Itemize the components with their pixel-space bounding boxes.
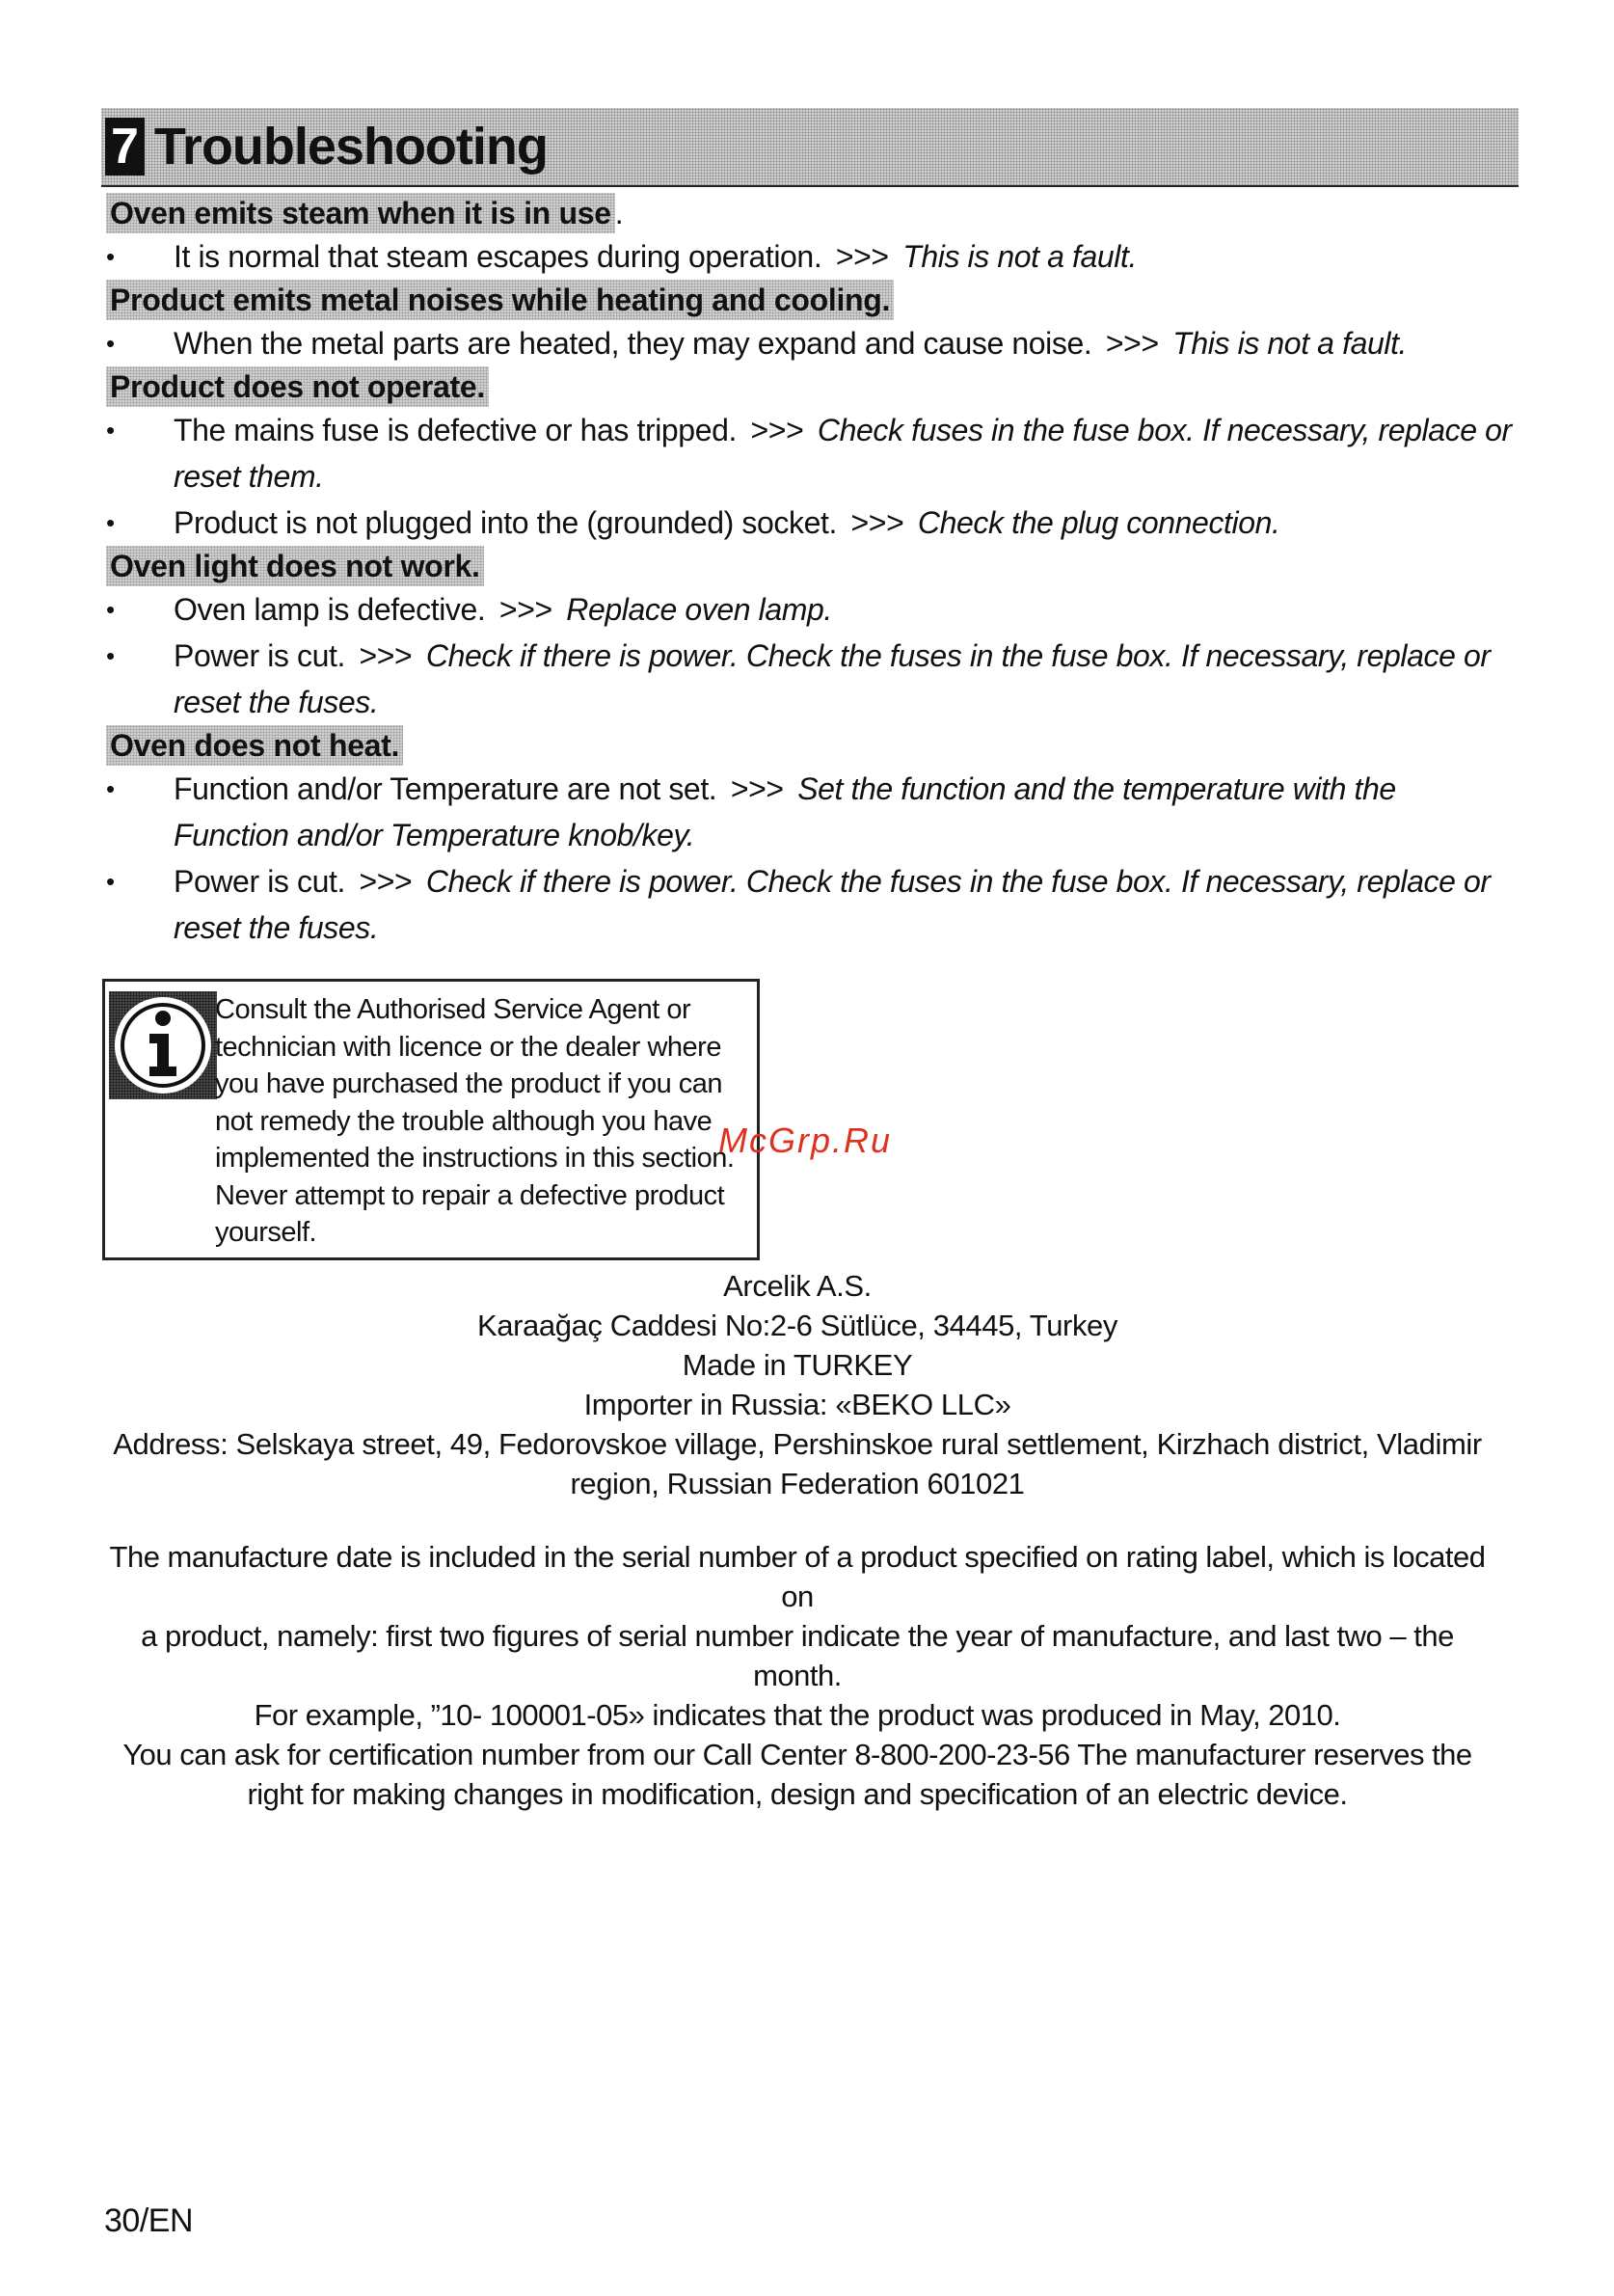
- manufacture-line-1: The manufacture date is included in the serial number of a product specified on rating label, which is located on: [109, 1540, 1486, 1613]
- bullet-icon: •: [106, 329, 115, 358]
- problem-items: [106, 233, 1514, 280]
- manufacture-line-2: a product, namely: first two figures of serial number indicate the year of manufacture, and last two – the month.: [141, 1619, 1454, 1692]
- list-item: [106, 633, 1514, 725]
- problem-title: Product emits metal noises while heating and cooling.: [106, 280, 894, 320]
- bullet-icon: •: [106, 508, 115, 537]
- cause-text: Power is cut.: [174, 864, 345, 899]
- problem-block: [106, 193, 1514, 280]
- list-item: [106, 320, 1514, 366]
- bullet-icon: •: [106, 416, 115, 445]
- info-box: [102, 979, 760, 1260]
- manufacture-line-3: For example, ”10- 100001-05» indicates that the product was produced in May, 2010.: [254, 1698, 1341, 1732]
- cause-text: Power is cut.: [174, 638, 345, 673]
- fix-text: Replace oven lamp.: [566, 592, 832, 627]
- separator: >>>: [850, 505, 904, 540]
- problem-items: [106, 766, 1514, 951]
- list-item: [106, 766, 1514, 858]
- watermark: McGrp.Ru: [718, 1121, 893, 1160]
- cause-text: Oven lamp is defective.: [174, 592, 486, 627]
- separator: >>>: [730, 771, 784, 806]
- problem-title: Product does not operate.: [106, 366, 489, 407]
- fix-text: Check the plug connection.: [917, 505, 1280, 540]
- fix-text: This is not a fault.: [902, 239, 1137, 274]
- fix-text: Check if there is power. Check the fuses in the fuse box. If necessary, replace or reset the fuses.: [174, 638, 1491, 719]
- problem-items: [106, 320, 1514, 366]
- problem-block: [106, 366, 1514, 546]
- section-header: [101, 108, 1519, 187]
- bullet-icon: •: [106, 242, 115, 271]
- separator: >>>: [750, 413, 804, 447]
- bullet-icon: •: [106, 641, 115, 670]
- cause-text: The mains fuse is defective or has tripped.: [174, 413, 737, 447]
- problem-items: [106, 407, 1514, 546]
- manufacture-note: [106, 1537, 1489, 1814]
- cause-text: Product is not plugged into the (grounded) socket.: [174, 505, 838, 540]
- problem-title: Oven does not heat.: [106, 725, 403, 766]
- separator: >>>: [835, 239, 889, 274]
- troubleshooting-list: [106, 193, 1514, 951]
- problem-title: Oven light does not work.: [106, 546, 484, 586]
- made-in: Made in TURKEY: [682, 1348, 913, 1382]
- separator: >>>: [498, 592, 552, 627]
- problem-block: [106, 280, 1514, 366]
- info-icon: [109, 991, 217, 1099]
- bullet-icon: •: [106, 595, 115, 624]
- cause-text: Function and/or Temperature are not set.: [174, 771, 717, 806]
- separator: >>>: [1105, 326, 1159, 361]
- separator: >>>: [359, 864, 413, 899]
- bullet-icon: •: [106, 774, 115, 803]
- company-name: Arcelik A.S.: [723, 1269, 872, 1303]
- cause-text: It is normal that steam escapes during operation.: [174, 239, 822, 274]
- manufacture-line-5: right for making changes in modification, design and specification of an electric device.: [247, 1777, 1348, 1811]
- importer-address-line-2: region, Russian Federation 601021: [570, 1467, 1025, 1500]
- fix-text: This is not a fault.: [1172, 326, 1408, 361]
- address-block: [106, 1266, 1489, 1503]
- section-title: Troubleshooting: [153, 118, 548, 176]
- company-street: Karaağaç Caddesi No:2-6 Sütlüce, 34445, Turkey: [476, 1309, 1117, 1342]
- bullet-icon: •: [106, 867, 115, 896]
- fix-text: Check fuses in the fuse box. If necessary, replace or reset them.: [174, 413, 1512, 494]
- problem-title-suffix: .: [614, 196, 624, 230]
- list-item: [106, 586, 1514, 633]
- list-item: [106, 407, 1514, 500]
- problem-block: [106, 546, 1514, 725]
- list-item: [106, 500, 1514, 546]
- section-number: 7: [105, 118, 145, 176]
- fix-text: Check if there is power. Check the fuses in the fuse box. If necessary, replace or reset the fuses.: [174, 864, 1491, 945]
- problem-items: [106, 586, 1514, 725]
- page-number: 30/EN: [104, 2202, 193, 2239]
- importer: Importer in Russia: «BEKO LLC»: [583, 1388, 1011, 1421]
- list-item: [106, 858, 1514, 951]
- list-item: [106, 233, 1514, 280]
- importer-address-line-1: Address: Selskaya street, 49, Fedorovskoe village, Pershinskoe rural settlement, Kirzhach district, Vladimir: [113, 1427, 1482, 1461]
- problem-block: [106, 725, 1514, 951]
- cause-text: When the metal parts are heated, they may expand and cause noise.: [174, 326, 1092, 361]
- manufacture-line-4: You can ask for certification number from our Call Center 8-800-200-23-56 The manufacturer reserves the: [122, 1738, 1472, 1771]
- fix-text: Set the function and the temperature with the Function and/or Temperature knob/key.: [174, 771, 1396, 852]
- info-text: Consult the Authorised Service Agent or technician with licence or the dealer where you have purchased the product if you can not remedy the trouble although you have implemented the instructions in this section. Never attempt to repair a defective product yourself.: [215, 994, 735, 1248]
- separator: >>>: [359, 638, 413, 673]
- problem-title: Oven emits steam when it is in use: [106, 193, 615, 233]
